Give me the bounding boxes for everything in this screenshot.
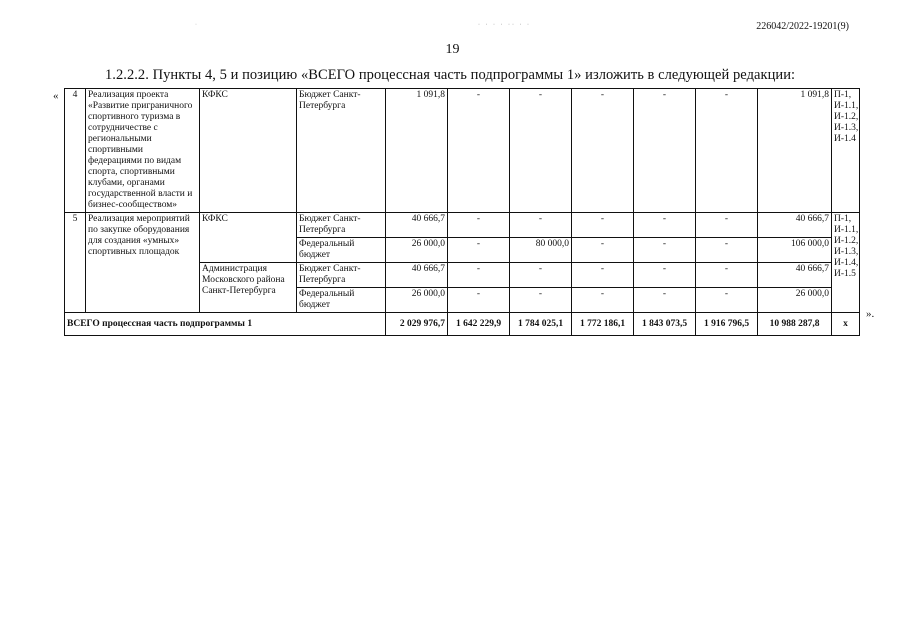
total-row [65,313,860,336]
executor: КФКС [200,213,297,263]
opening-quote: « [53,90,59,102]
year-6-total: 1 916 796,5 [696,313,758,336]
year-1-value: 1 091,8 [386,89,448,213]
year-5-value: - [634,238,696,263]
funding-source: Федеральный бюджет [297,288,386,313]
funding-source: Бюджет Санкт-Петербурга [297,89,386,213]
total-value: 40 666,7 [758,213,832,238]
year-1-value: 40 666,7 [386,263,448,288]
year-2-value: - [448,89,510,213]
indicators: П-1, И-1.1, И-1.2, И-1.3, И-1.4 [832,89,860,213]
scan-mark: · [195,22,197,28]
year-3-value: - [510,213,572,238]
amendment-heading: 1.2.2.2. Пункты 4, 5 и позицию «ВСЕГО процессная часть подпрограммы 1» изложить в следующей редакции: [105,67,796,83]
year-3-value: - [510,89,572,213]
year-3-total: 1 784 025,1 [510,313,572,336]
year-6-value: - [696,213,758,238]
total-indicators: х [832,313,860,336]
funding-source: Федеральный бюджет [297,238,386,263]
funding-source: Бюджет Санкт-Петербурга [297,263,386,288]
activity-name: Реализация мероприятий по закупке оборудования для создания «умных» спортивных площадок [86,213,200,313]
year-2-value: - [448,263,510,288]
year-5-total: 1 843 073,5 [634,313,696,336]
year-6-value: - [696,89,758,213]
row-number: 4 [65,89,86,213]
year-1-value: 26 000,0 [386,288,448,313]
year-5-value: - [634,213,696,238]
year-4-value: - [572,238,634,263]
year-4-value: - [572,288,634,313]
total-value: 40 666,7 [758,263,832,288]
year-6-value: - [696,238,758,263]
row-number: 5 [65,213,86,313]
year-2-value: - [448,238,510,263]
scan-noise: · · · · ·· · · [478,22,531,28]
year-4-value: - [572,213,634,238]
year-4-total: 1 772 186,1 [572,313,634,336]
total-value: 106 000,0 [758,238,832,263]
total-value: 26 000,0 [758,288,832,313]
funding-source: Бюджет Санкт-Петербурга [297,213,386,238]
year-1-total: 2 029 976,7 [386,313,448,336]
year-3-value: 80 000,0 [510,238,572,263]
year-2-total: 1 642 229,9 [448,313,510,336]
year-2-value: - [448,213,510,238]
closing-quote: ». [866,308,875,320]
table-row [65,89,860,213]
year-5-value: - [634,263,696,288]
executor: Администрация Московского района Санкт-Петербурга [200,263,297,313]
page-number: 19 [445,42,460,57]
year-1-value: 26 000,0 [386,238,448,263]
year-5-value: - [634,288,696,313]
executor: КФКС [200,89,297,213]
year-5-value: - [634,89,696,213]
total-label: ВСЕГО процессная часть подпрограммы 1 [65,313,386,336]
year-3-value: - [510,263,572,288]
year-6-value: - [696,263,758,288]
year-4-value: - [572,263,634,288]
total-value: 1 091,8 [758,89,832,213]
year-1-value: 40 666,7 [386,213,448,238]
program-table [64,88,860,336]
activity-name: Реализация проекта «Развитие приграничного спортивного туризма в сотрудничестве с региональными спортивными федерациями по видам спорта, спортивными клубами, органами государственной власти и бизнес-сообществом» [86,89,200,213]
grand-total: 10 988 287,8 [758,313,832,336]
document-number: 226042/2022-19201(9) [756,21,849,32]
indicators: П-1, И-1.1, И-1.2, И-1.3, И-1.4, И-1.5 [832,213,860,313]
table-row [65,213,860,238]
year-6-value: - [696,288,758,313]
year-3-value: - [510,288,572,313]
year-4-value: - [572,89,634,213]
year-2-value: - [448,288,510,313]
